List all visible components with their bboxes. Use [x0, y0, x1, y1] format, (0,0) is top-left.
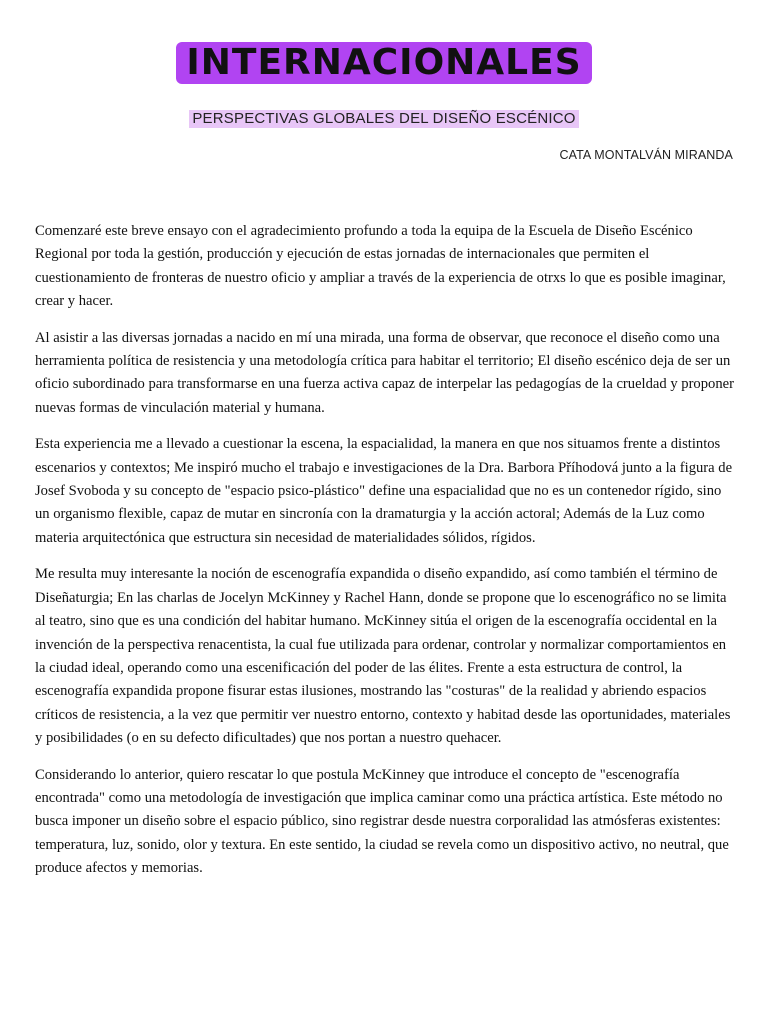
subtitle-container	[0, 110, 768, 128]
paragraph: Esta experiencia me a llevado a cuestionar la escena, la espacialidad, la manera en que nos situamos frente a distintos escenarios y contextos; Me inspiró mucho el trabajo e investigaciones de la Dra. Barbora Příhodová junto a la figura de Josef Svoboda y su concepto de "espacio psico-plástico" define una espacialidad que no es un contenedor rígido, sino un organismo flexible, capaz de mutar en sincronía con la dramaturgia y la acción actoral; Además de la Luz como materia arquitectónica que estructura sin necesidad de materialidades sólidos, rígidos.	[35, 436, 733, 546]
page-title: INTERNACIONALES	[176, 42, 591, 84]
page-subtitle: PERSPECTIVAS GLOBALES DEL DISEÑO ESCÉNICO	[189, 110, 578, 128]
paragraph: Al asistir a las diversas jornadas a nacido en mí una mirada, una forma de observar, que reconoce el diseño como una herramienta política de resistencia y una metodología crítica para habitar el territorio; El diseño escénico deja de ser un oficio subordinado para transformarse en una fuerza activa capaz de interpelar las pedagogías de la crueldad y proponer nuevas formas de vinculación material y humana.	[35, 329, 734, 416]
paragraph: Comenzaré este breve ensayo con el agradecimiento profundo a toda la equipa de la Escuela de Diseño Escénico Regional por toda la gestión, producción y ejecución de estas jornadas de internacionales que permiten el cuestionamiento de fronteras de nuestro oficio y ampliar a través de la experiencia de otrxs lo que es posible imaginar, crear y hacer.	[35, 223, 726, 310]
title-container	[0, 42, 768, 84]
author-name: CATA MONTALVÁN MIRANDA	[559, 148, 733, 162]
essay-body	[35, 220, 735, 894]
paragraph: Me resulta muy interesante la noción de escenografía expandida o diseño expandido, así como también el término de Diseñaturgia; En las charlas de Jocelyn McKinney y Rachel Hann, donde se propone que lo escenográfico no se limita al teatro, sino que es una condición del habitar humano. McKinney sitúa el origen de la escenografía occidental en la invención de la perspectiva renacentista, la cual fue utilizada para ordenar, controlar y normalizar comportamientos en la ciudad ideal, operando como una escenificación del poder de las élites. Frente a esta estructura de control, la escenografía expandida propone fisurar estas ilusiones, mostrando las "costuras" de la realidad y abriendo espacios críticos de resistencia, a la vez que permitir ver nuestro entorno, contexto y habitad desde las oportunidades, materiales y posibilidades (o en su defecto dificultades) que nos portan a nuestro quehacer.	[35, 566, 731, 747]
paragraph: Considerando lo anterior, quiero rescatar lo que postula McKinney que introduce el concepto de "escenografía encontrada" como una metodología de investigación que implica caminar como una práctica artística. Este método no busca imponer un diseño sobre el espacio público, sino registrar desde nuestra corporalidad las atmósferas existentes: temperatura, luz, sonido, olor y textura. En este sentido, la ciudad se revela como un dispositivo activo, no neutral, que produce afectos y memorias.	[35, 766, 729, 877]
